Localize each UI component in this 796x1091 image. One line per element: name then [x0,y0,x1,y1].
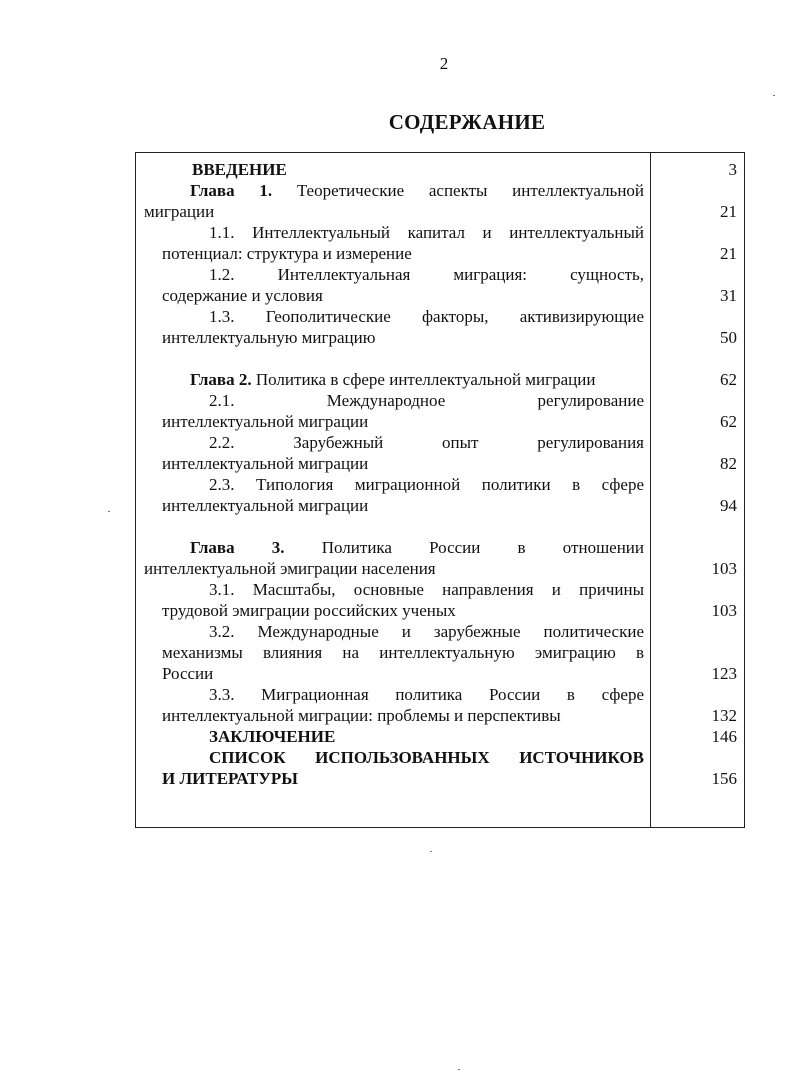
toc-section-2-2: 2.2. Зарубежный опыт регулирования [209,433,644,452]
toc-section-3-2-cont: механизмы влияния на интеллектуальную эмиграцию в [162,643,644,662]
toc-section-3-3-page: 132 [711,706,737,725]
toc-section-1-1-page: 21 [720,244,737,263]
toc-intro-page: 3 [728,160,737,179]
toc-chapter1-prefix: Глава 1. [190,181,273,200]
toc-section-3-1-page: 103 [711,601,737,620]
scan-speck [108,511,110,512]
toc-chapter1-title: Глава 1. Теоретические аспекты интеллектуальной [190,181,645,200]
toc-chapter2-page: 62 [720,370,737,389]
toc-section-1-3-cont: интеллектуальную миграцию [162,328,376,347]
toc-chapter2-prefix: Глава 2. [190,370,252,389]
toc-section-3-3: 3.3. Миграционная политика России в сфере [209,685,644,704]
toc-section-1-1-cont: потенциал: структура и измерение [162,244,412,263]
toc-chapter3-page: 103 [711,559,737,578]
toc-section-1-3-page: 50 [720,328,737,347]
toc-section-1-2-page: 31 [720,286,737,305]
toc-conclusion-label: ЗАКЛЮЧЕНИЕ [209,727,336,746]
toc-references-label: СПИСОК ИСПОЛЬЗОВАННЫХ ИСТОЧНИКОВ [209,748,644,767]
toc-section-1-3: 1.3. Геополитические факторы, активизирующие [209,307,644,326]
toc-chapter1-title-cont: миграции [144,202,215,221]
toc-section-1-1: 1.1. Интеллектуальный капитал и интеллектуальный [209,223,644,242]
toc-section-2-1: 2.1. Международное регулирование [209,391,644,410]
toc-section-2-1-page: 62 [720,412,737,431]
toc-section-2-2-page: 82 [720,454,737,473]
toc-section-3-2-page: 123 [711,664,737,683]
toc-conclusion-page: 146 [711,727,737,746]
toc-chapter2-title: Глава 2. Политика в сфере интеллектуальной миграции [190,370,596,389]
toc-section-2-1-cont: интеллектуальной миграции [162,412,369,431]
toc-chapter3-prefix: Глава 3. [190,538,285,557]
toc-section-1-2: 1.2. Интеллектуальная миграция: сущность, [209,265,644,284]
page-number: 2 [439,54,449,73]
scan-speck [773,95,775,96]
toc-chapter3-title: Глава 3. Политика России в отношении [190,538,645,557]
toc-references-label-cont: И ЛИТЕРАТУРЫ [162,769,298,788]
toc-section-3-2: 3.2. Международные и зарубежные политические [209,622,644,641]
toc-section-3-3-cont: интеллектуальной миграции: проблемы и перспективы [162,706,561,725]
toc-section-2-3-page: 94 [720,496,737,515]
page-title: СОДЕРЖАНИЕ [388,110,546,134]
toc-section-2-3: 2.3. Типология миграционной политики в сфере [209,475,644,494]
toc-section-2-2-cont: интеллектуальной миграции [162,454,369,473]
toc-chapter1-page: 21 [720,202,737,221]
toc-section-2-3-cont: интеллектуальной миграции [162,496,369,515]
toc-references-page: 156 [711,769,737,788]
toc-section-1-2-cont: содержание и условия [162,286,323,305]
toc-chapter3-title-cont: интеллектуальной эмиграции населения [144,559,436,578]
toc-section-3-1: 3.1. Масштабы, основные направления и причины [209,580,644,599]
scan-speck [458,1069,460,1070]
toc-column-divider [650,152,651,828]
toc-intro-label: ВВЕДЕНИЕ [192,160,287,179]
scan-speck [430,851,432,852]
toc-section-3-2-cont2: России [162,664,214,683]
toc-section-3-1-cont: трудовой эмиграции российских ученых [162,601,456,620]
